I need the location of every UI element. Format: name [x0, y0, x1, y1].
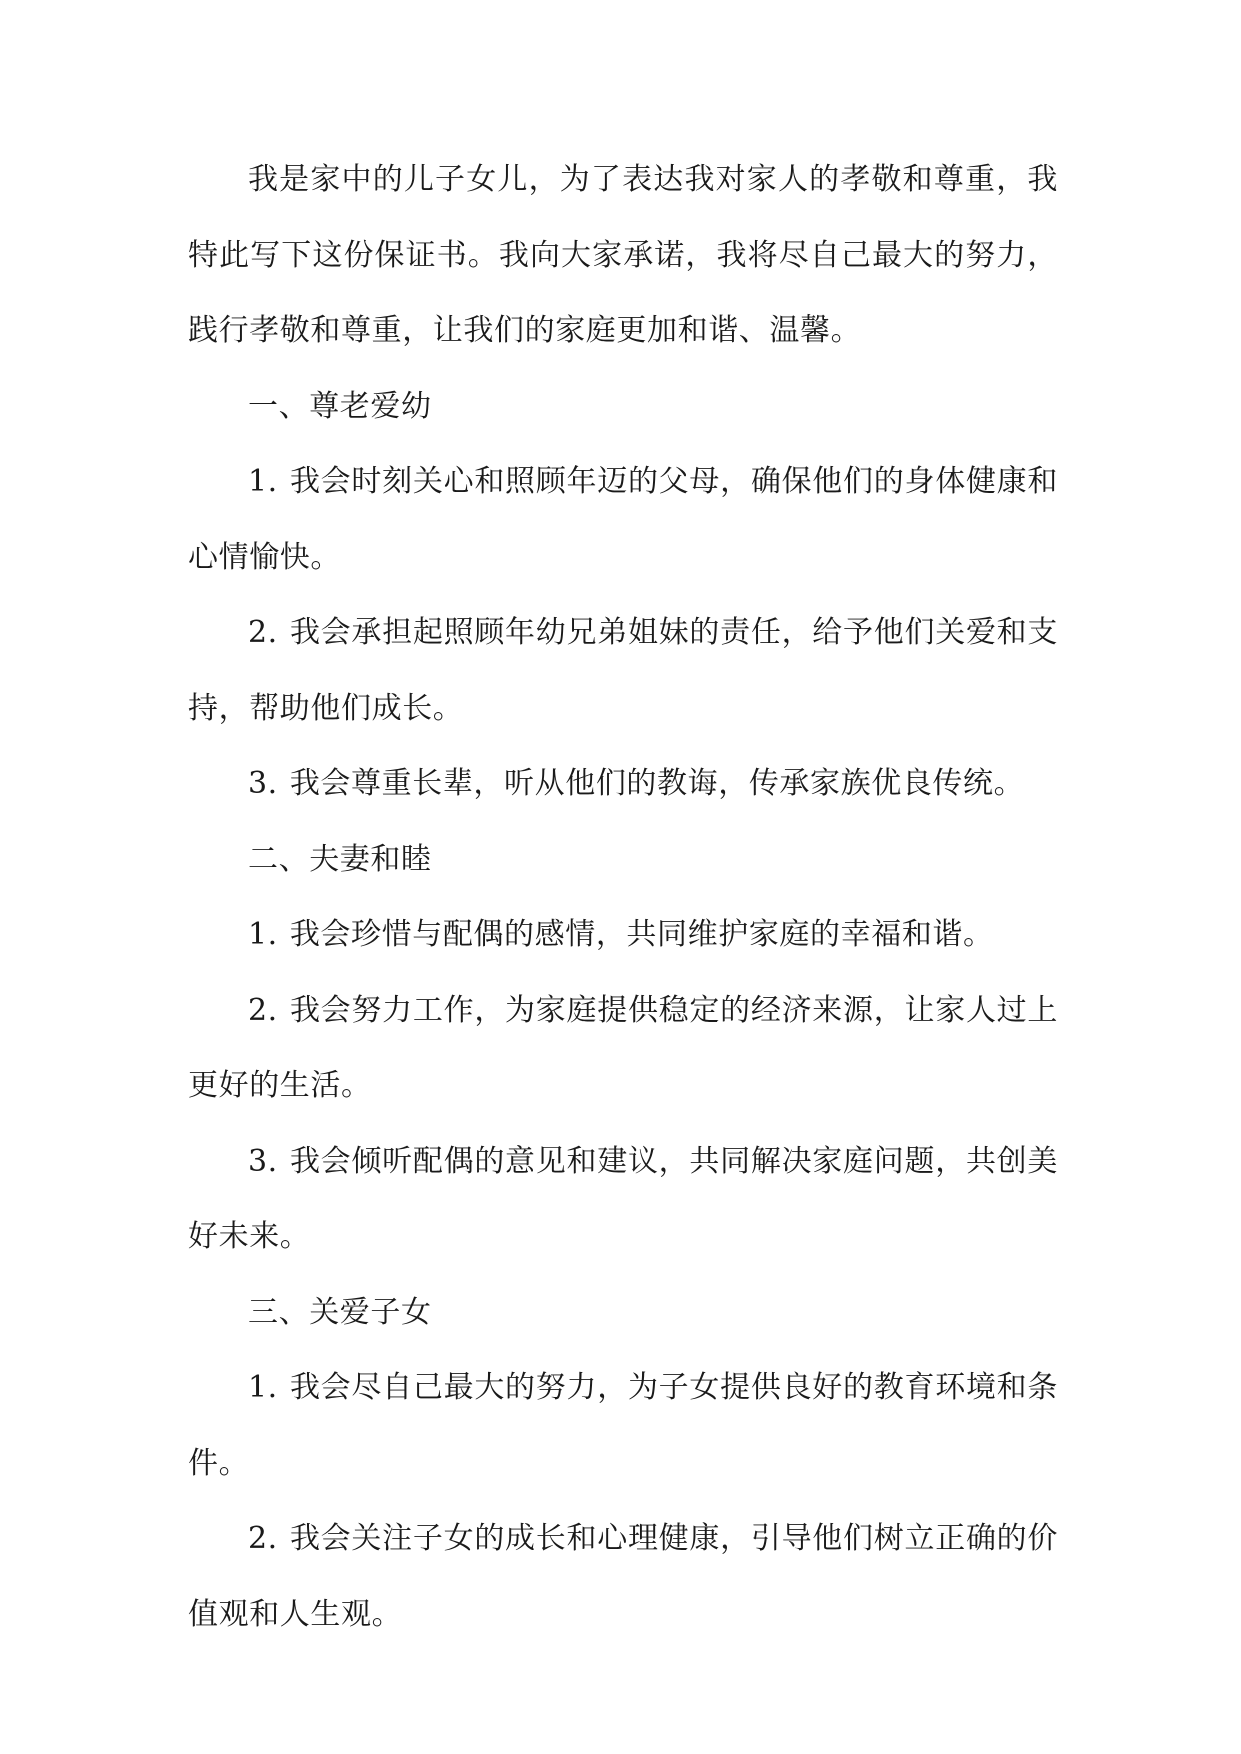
list-item — [188, 973, 1058, 1124]
item-number: 3. — [248, 766, 278, 801]
item-text: 我会努力工作，为家庭提供稳定的经济来源，让家人过上更好的生活。 — [188, 992, 1058, 1103]
item-number: 2. — [248, 1521, 278, 1556]
section-heading-1: 一、尊老爱幼 — [248, 388, 432, 424]
item-text: 我会时刻关心和照顾年迈的父母，确保他们的身体健康和心情愉快。 — [188, 464, 1058, 575]
document-body — [188, 142, 1058, 1652]
list-item — [188, 595, 1058, 746]
list-item — [188, 746, 1058, 822]
item-number: 1. — [248, 917, 278, 952]
item-number: 1. — [248, 464, 278, 499]
item-text: 我会承担起照顾年幼兄弟姐妹的责任，给予他们关爱和支持，帮助他们成长。 — [188, 615, 1058, 726]
intro-paragraph: 我是家中的儿子女儿，为了表达我对家人的孝敬和尊重，我特此写下这份保证书。我向大家承诺，我将尽自己最大的努力，践行孝敬和尊重，让我们的家庭更加和谐、温馨。 — [188, 162, 1058, 348]
item-text: 我会珍惜与配偶的感情，共同维护家庭的幸福和谐。 — [289, 917, 994, 952]
item-text: 我会尽自己最大的努力，为子女提供良好的教育环境和条件。 — [188, 1370, 1058, 1481]
list-item — [188, 444, 1058, 595]
item-number: 3. — [248, 1143, 278, 1179]
item-text: 我会关注子女的成长和心理健康，引导他们树立正确的价值观和人生观。 — [188, 1521, 1058, 1632]
section-heading-2: 二、夫妻和睦 — [248, 841, 432, 877]
item-number: 2. — [248, 992, 278, 1028]
list-item — [188, 1124, 1058, 1275]
item-number: 2. — [248, 615, 278, 650]
list-item — [188, 897, 1058, 973]
item-text: 我会尊重长辈，听从他们的教诲，传承家族优良传统。 — [289, 766, 1025, 801]
item-text: 我会倾听配偶的意见和建议，共同解决家庭问题，共创美好未来。 — [188, 1143, 1058, 1254]
list-item — [188, 1350, 1058, 1501]
section-heading-3: 三、关爱子女 — [248, 1294, 432, 1330]
item-number: 1. — [248, 1370, 278, 1405]
list-item — [188, 1501, 1058, 1652]
